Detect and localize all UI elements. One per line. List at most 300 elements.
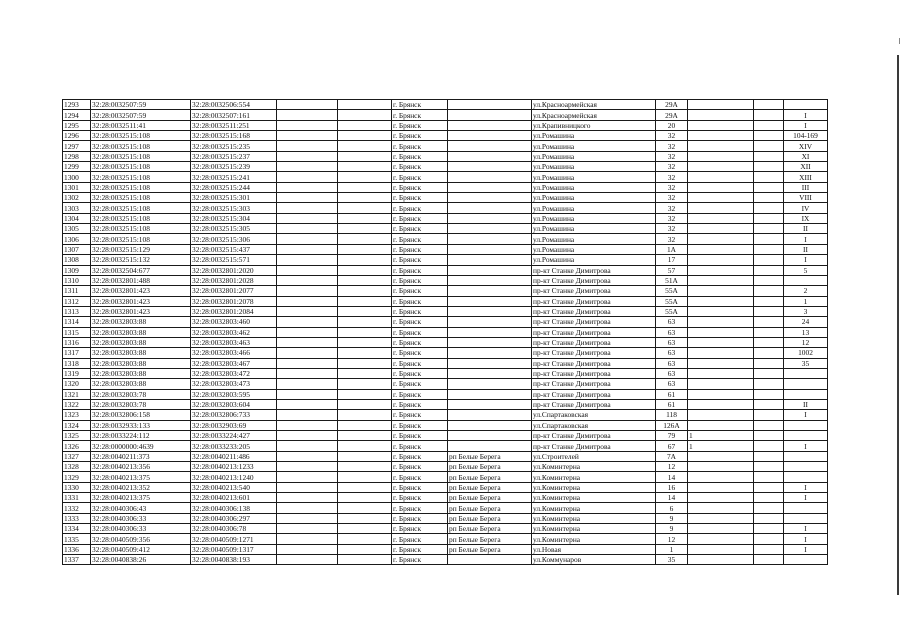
- cell-empty-a: [277, 193, 338, 203]
- settlement: [448, 213, 532, 223]
- cell-empty-c: [754, 399, 784, 409]
- cadastral-parent: 32:28:0032515:108: [91, 141, 191, 151]
- cell-empty-c: [754, 379, 784, 389]
- cell-empty-b: [338, 234, 392, 244]
- cell-empty-c: [754, 172, 784, 182]
- table-row: [63, 472, 828, 482]
- cadastral-parent: 32:28:0032515:108: [91, 131, 191, 141]
- cell-flag: [688, 358, 754, 368]
- cell-flag: [688, 544, 754, 554]
- cell-flag: 1: [688, 431, 754, 441]
- cadastral-parent: 32:28:0032803:88: [91, 379, 191, 389]
- apartment: 104-169: [784, 131, 828, 141]
- city: г. Брянск: [392, 555, 448, 565]
- settlement: рп Белые Берега: [448, 534, 532, 544]
- settlement: [448, 389, 532, 399]
- cadastral-parent: 32:28:0032803:88: [91, 358, 191, 368]
- settlement: рп Белые Берега: [448, 544, 532, 554]
- cell-empty-c: [754, 472, 784, 482]
- settlement: рп Белые Берега: [448, 451, 532, 461]
- house: 32: [656, 234, 688, 244]
- row-number: 1312: [63, 296, 91, 306]
- cadastral-number: 32:28:0032803:467: [191, 358, 277, 368]
- cell-empty-a: [277, 203, 338, 213]
- city: г. Брянск: [392, 120, 448, 130]
- cell-empty-c: [754, 534, 784, 544]
- cell-empty-a: [277, 513, 338, 523]
- settlement: [448, 358, 532, 368]
- cell-empty-a: [277, 110, 338, 120]
- apartment: I: [784, 410, 828, 420]
- apartment: [784, 503, 828, 513]
- cell-empty-b: [338, 513, 392, 523]
- cadastral-parent: 32:28:0032515:132: [91, 255, 191, 265]
- cell-flag: [688, 265, 754, 275]
- document-page: [62, 99, 827, 565]
- cell-empty-a: [277, 410, 338, 420]
- house: 118: [656, 410, 688, 420]
- cell-empty-c: [754, 306, 784, 316]
- cell-empty-c: [754, 317, 784, 327]
- table-row: [63, 224, 828, 234]
- cadastral-parent: 32:28:0032504:677: [91, 265, 191, 275]
- cadastral-parent: 32:28:0040306:33: [91, 524, 191, 534]
- apartment: I: [784, 234, 828, 244]
- street: пр-кт Станке Димитрова: [532, 389, 656, 399]
- cadastral-number: 32:28:0032803:604: [191, 399, 277, 409]
- settlement: [448, 151, 532, 161]
- settlement: [448, 182, 532, 192]
- cell-flag: [688, 348, 754, 358]
- city: г. Брянск: [392, 296, 448, 306]
- cell-empty-b: [338, 493, 392, 503]
- cell-empty-c: [754, 410, 784, 420]
- cell-empty-b: [338, 337, 392, 347]
- cell-empty-b: [338, 244, 392, 254]
- house: 32: [656, 193, 688, 203]
- cell-flag: [688, 193, 754, 203]
- settlement: [448, 420, 532, 430]
- cadastral-number: 32:28:0032803:472: [191, 368, 277, 378]
- cell-flag: [688, 275, 754, 285]
- house: 51А: [656, 275, 688, 285]
- cell-empty-c: [754, 327, 784, 337]
- cell-empty-b: [338, 224, 392, 234]
- cadastral-parent: 32:28:0032515:129: [91, 244, 191, 254]
- settlement: [448, 286, 532, 296]
- scan-mark: [899, 38, 900, 44]
- street: ул.Ромашина: [532, 234, 656, 244]
- city: г. Брянск: [392, 503, 448, 513]
- cadastral-parent: 32:28:0032803:88: [91, 327, 191, 337]
- apartment: II: [784, 244, 828, 254]
- cadastral-number: 32:28:0032515:237: [191, 151, 277, 161]
- house: 67: [656, 441, 688, 451]
- city: г. Брянск: [392, 368, 448, 378]
- street: пр-кт Станке Димитрова: [532, 399, 656, 409]
- cell-empty-b: [338, 544, 392, 554]
- cadastral-number: 32:28:0032903:69: [191, 420, 277, 430]
- city: г. Брянск: [392, 379, 448, 389]
- table-row: [63, 120, 828, 130]
- house: 1: [656, 544, 688, 554]
- settlement: [448, 131, 532, 141]
- city: г. Брянск: [392, 306, 448, 316]
- apartment: VIII: [784, 193, 828, 203]
- cell-empty-a: [277, 255, 338, 265]
- cadastral-parent: 32:28:0032515:108: [91, 203, 191, 213]
- cell-empty-c: [754, 555, 784, 565]
- cadastral-number: 32:28:0032801:2028: [191, 275, 277, 285]
- table-body: [63, 100, 828, 565]
- street: пр-кт Станке Димитрова: [532, 275, 656, 285]
- house: 126А: [656, 420, 688, 430]
- house: 61: [656, 399, 688, 409]
- cell-empty-c: [754, 244, 784, 254]
- table-row: [63, 555, 828, 565]
- cadastral-parent: 32:28:0040306:43: [91, 503, 191, 513]
- row-number: 1295: [63, 120, 91, 130]
- row-number: 1315: [63, 327, 91, 337]
- apartment: [784, 513, 828, 523]
- settlement: [448, 120, 532, 130]
- cadastral-number: 32:28:0032801:2077: [191, 286, 277, 296]
- cell-flag: [688, 224, 754, 234]
- cadastral-parent: 32:28:0040213:375: [91, 472, 191, 482]
- cell-empty-c: [754, 431, 784, 441]
- city: г. Брянск: [392, 141, 448, 151]
- street: ул.Ромашина: [532, 162, 656, 172]
- city: г. Брянск: [392, 234, 448, 244]
- cell-flag: [688, 503, 754, 513]
- street: ул.Красноармейская: [532, 100, 656, 110]
- house: 12: [656, 462, 688, 472]
- table-row: [63, 162, 828, 172]
- table-row: [63, 244, 828, 254]
- settlement: [448, 296, 532, 306]
- house: 63: [656, 358, 688, 368]
- street: ул.Строителей: [532, 451, 656, 461]
- cell-flag: [688, 389, 754, 399]
- street: ул.Коминтерна: [532, 472, 656, 482]
- house: 63: [656, 327, 688, 337]
- cell-empty-b: [338, 368, 392, 378]
- street: ул.Ромашина: [532, 131, 656, 141]
- cell-flag: [688, 120, 754, 130]
- table-row: [63, 275, 828, 285]
- cadastral-parent: 32:28:0040213:352: [91, 482, 191, 492]
- table-row: [63, 213, 828, 223]
- cell-empty-a: [277, 399, 338, 409]
- cadastral-parent: 32:28:0040306:33: [91, 513, 191, 523]
- table-row: [63, 513, 828, 523]
- cell-empty-b: [338, 110, 392, 120]
- city: г. Брянск: [392, 441, 448, 451]
- cell-empty-a: [277, 224, 338, 234]
- city: г. Брянск: [392, 389, 448, 399]
- street: пр-кт Станке Димитрова: [532, 441, 656, 451]
- cell-empty-a: [277, 389, 338, 399]
- cadastral-parent: 32:28:0032803:88: [91, 337, 191, 347]
- street: пр-кт Станке Димитрова: [532, 358, 656, 368]
- house: 7А: [656, 451, 688, 461]
- settlement: [448, 141, 532, 151]
- cell-flag: [688, 141, 754, 151]
- street: пр-кт Станке Димитрова: [532, 286, 656, 296]
- cell-flag: [688, 110, 754, 120]
- settlement: [448, 193, 532, 203]
- row-number: 1309: [63, 265, 91, 275]
- cell-empty-b: [338, 151, 392, 161]
- settlement: [448, 368, 532, 378]
- cadastral-number: 32:28:0040306:138: [191, 503, 277, 513]
- table-row: [63, 451, 828, 461]
- cell-flag: [688, 524, 754, 534]
- street: пр-кт Станке Димитрова: [532, 265, 656, 275]
- street: ул.Коминтерна: [532, 482, 656, 492]
- row-number: 1306: [63, 234, 91, 244]
- cell-empty-b: [338, 182, 392, 192]
- row-number: 1297: [63, 141, 91, 151]
- cadastral-number: 32:28:0032806:733: [191, 410, 277, 420]
- cell-empty-a: [277, 234, 338, 244]
- cadastral-parent: 32:28:0032515:108: [91, 193, 191, 203]
- cell-flag: [688, 100, 754, 110]
- row-number: 1294: [63, 110, 91, 120]
- cell-empty-a: [277, 100, 338, 110]
- settlement: [448, 224, 532, 234]
- cadastral-number: 32:28:0032803:473: [191, 379, 277, 389]
- apartment: 1002: [784, 348, 828, 358]
- cell-empty-b: [338, 286, 392, 296]
- city: г. Брянск: [392, 151, 448, 161]
- apartment: I: [784, 493, 828, 503]
- street: ул.Коминтерна: [532, 534, 656, 544]
- apartment: 5: [784, 265, 828, 275]
- cell-empty-a: [277, 141, 338, 151]
- street: ул.Коммунаров: [532, 555, 656, 565]
- cadastral-parent: 32:28:0040509:356: [91, 534, 191, 544]
- house: 55А: [656, 286, 688, 296]
- cell-empty-c: [754, 182, 784, 192]
- cadastral-parent: 32:28:0040213:356: [91, 462, 191, 472]
- city: г. Брянск: [392, 462, 448, 472]
- row-number: 1311: [63, 286, 91, 296]
- cadastral-number: 32:28:0032803:595: [191, 389, 277, 399]
- apartment: I: [784, 524, 828, 534]
- cell-empty-c: [754, 368, 784, 378]
- street: ул.Коминтерна: [532, 462, 656, 472]
- cell-flag: [688, 203, 754, 213]
- house: 20: [656, 120, 688, 130]
- settlement: [448, 555, 532, 565]
- cell-empty-a: [277, 182, 338, 192]
- house: 9: [656, 524, 688, 534]
- page-edge-shadow: [897, 55, 899, 595]
- house: 32: [656, 141, 688, 151]
- settlement: [448, 306, 532, 316]
- cell-empty-c: [754, 120, 784, 130]
- table-row: [63, 358, 828, 368]
- cadastral-number: 32:28:0032515:437: [191, 244, 277, 254]
- cadastral-number: 32:28:0032801:2020: [191, 265, 277, 275]
- settlement: [448, 337, 532, 347]
- row-number: 1327: [63, 451, 91, 461]
- apartment: 1: [784, 296, 828, 306]
- settlement: [448, 172, 532, 182]
- row-number: 1329: [63, 472, 91, 482]
- cadastral-number: 32:28:0033233:205: [191, 441, 277, 451]
- cell-empty-a: [277, 213, 338, 223]
- cell-flag: [688, 368, 754, 378]
- city: г. Брянск: [392, 327, 448, 337]
- city: г. Брянск: [392, 337, 448, 347]
- table-row: [63, 462, 828, 472]
- cell-empty-a: [277, 306, 338, 316]
- city: г. Брянск: [392, 493, 448, 503]
- cell-empty-a: [277, 555, 338, 565]
- cadastral-parent: 32:28:0032511:41: [91, 120, 191, 130]
- cell-empty-c: [754, 255, 784, 265]
- cell-empty-c: [754, 451, 784, 461]
- cell-empty-c: [754, 265, 784, 275]
- street: ул.Коминтерна: [532, 513, 656, 523]
- cell-flag: [688, 420, 754, 430]
- settlement: рп Белые Берега: [448, 462, 532, 472]
- cadastral-parent: 32:28:0032803:88: [91, 317, 191, 327]
- apartment: II: [784, 399, 828, 409]
- house: 61: [656, 389, 688, 399]
- settlement: рп Белые Берега: [448, 482, 532, 492]
- cadastral-parent: 32:28:0032801:423: [91, 306, 191, 316]
- row-number: 1328: [63, 462, 91, 472]
- table-row: [63, 131, 828, 141]
- street: ул.Ромашина: [532, 255, 656, 265]
- house: 32: [656, 224, 688, 234]
- cell-empty-c: [754, 503, 784, 513]
- street: ул.Спартаковская: [532, 410, 656, 420]
- settlement: рп Белые Берега: [448, 513, 532, 523]
- cell-empty-a: [277, 296, 338, 306]
- cell-empty-c: [754, 275, 784, 285]
- table-row: [63, 306, 828, 316]
- cell-empty-a: [277, 503, 338, 513]
- cadastral-parent: 32:28:0040211:373: [91, 451, 191, 461]
- settlement: [448, 379, 532, 389]
- house: 55А: [656, 296, 688, 306]
- table-row: [63, 534, 828, 544]
- cell-flag: [688, 255, 754, 265]
- cell-flag: [688, 234, 754, 244]
- apartment: [784, 451, 828, 461]
- apartment: [784, 368, 828, 378]
- cell-empty-b: [338, 213, 392, 223]
- row-number: 1296: [63, 131, 91, 141]
- cell-flag: [688, 162, 754, 172]
- city: г. Брянск: [392, 399, 448, 409]
- settlement: [448, 317, 532, 327]
- house: 32: [656, 131, 688, 141]
- table-row: [63, 193, 828, 203]
- cadastral-number: 32:28:0032803:463: [191, 337, 277, 347]
- settlement: рп Белые Берега: [448, 493, 532, 503]
- cell-flag: [688, 410, 754, 420]
- row-number: 1305: [63, 224, 91, 234]
- house: 29А: [656, 100, 688, 110]
- cell-flag: [688, 493, 754, 503]
- cell-flag: [688, 306, 754, 316]
- house: 32: [656, 162, 688, 172]
- row-number: 1332: [63, 503, 91, 513]
- apartment: I: [784, 534, 828, 544]
- cell-empty-c: [754, 131, 784, 141]
- apartment: I: [784, 120, 828, 130]
- cell-empty-a: [277, 348, 338, 358]
- street: пр-кт Станке Димитрова: [532, 368, 656, 378]
- apartment: [784, 555, 828, 565]
- table-row: [63, 203, 828, 213]
- cadastral-parent: 32:28:0032515:108: [91, 162, 191, 172]
- cell-flag: [688, 327, 754, 337]
- street: ул.Ромашина: [532, 141, 656, 151]
- table-row: [63, 482, 828, 492]
- apartment: XI: [784, 151, 828, 161]
- cell-empty-a: [277, 244, 338, 254]
- cell-flag: [688, 151, 754, 161]
- row-number: 1318: [63, 358, 91, 368]
- cadastral-number: 32:28:0032515:304: [191, 213, 277, 223]
- city: г. Брянск: [392, 162, 448, 172]
- house: 29А: [656, 110, 688, 120]
- cell-empty-b: [338, 162, 392, 172]
- cell-empty-c: [754, 100, 784, 110]
- cell-empty-c: [754, 151, 784, 161]
- cadastral-parent: 32:28:0032933:133: [91, 420, 191, 430]
- cadastral-parent: 32:28:0032801:488: [91, 275, 191, 285]
- settlement: [448, 255, 532, 265]
- cadastral-parent: 32:28:0032515:108: [91, 182, 191, 192]
- cell-empty-a: [277, 534, 338, 544]
- street: ул.Ромашина: [532, 224, 656, 234]
- cell-empty-c: [754, 544, 784, 554]
- cadastral-number: 32:28:0032507:161: [191, 110, 277, 120]
- street: ул.Ромашина: [532, 182, 656, 192]
- apartment: I: [784, 110, 828, 120]
- street: пр-кт Станке Димитрова: [532, 337, 656, 347]
- cell-empty-a: [277, 162, 338, 172]
- cell-empty-b: [338, 131, 392, 141]
- settlement: [448, 234, 532, 244]
- cell-empty-a: [277, 275, 338, 285]
- cell-empty-a: [277, 265, 338, 275]
- cadastral-number: 32:28:0032515:168: [191, 131, 277, 141]
- cell-empty-b: [338, 462, 392, 472]
- cell-empty-b: [338, 265, 392, 275]
- row-number: 1330: [63, 482, 91, 492]
- cell-empty-a: [277, 131, 338, 141]
- cell-flag: [688, 399, 754, 409]
- cell-empty-a: [277, 379, 338, 389]
- cell-empty-a: [277, 337, 338, 347]
- cell-flag: [688, 513, 754, 523]
- row-number: 1336: [63, 544, 91, 554]
- cell-flag: [688, 482, 754, 492]
- apartment: II: [784, 224, 828, 234]
- table-row: [63, 265, 828, 275]
- cell-empty-a: [277, 544, 338, 554]
- house: 55А: [656, 306, 688, 316]
- settlement: [448, 399, 532, 409]
